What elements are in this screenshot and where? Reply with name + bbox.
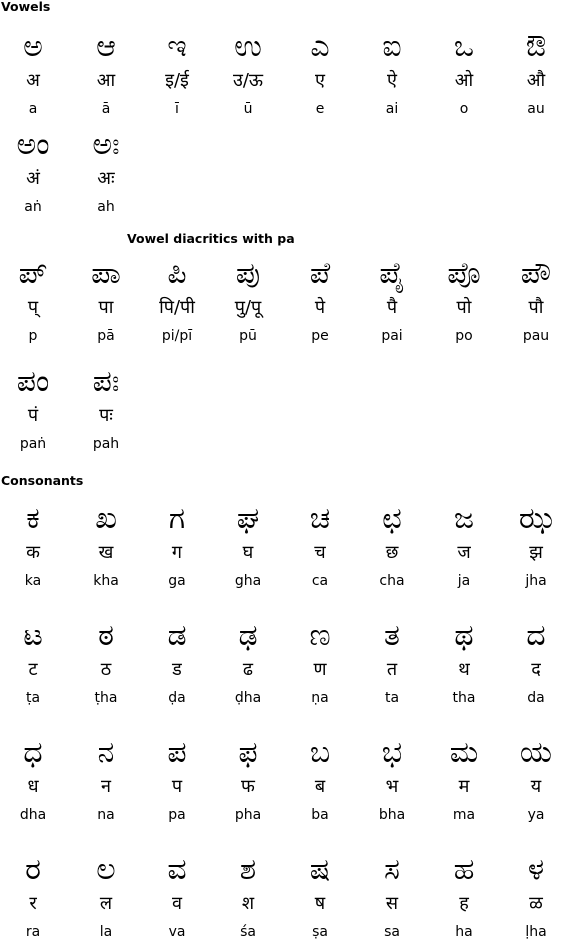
transliteration: pau — [522, 328, 550, 344]
transliteration: la — [99, 924, 113, 940]
devanagari-equivalent: फ — [241, 776, 255, 797]
devanagari-equivalent: ग — [171, 542, 183, 563]
devanagari-equivalent: ज — [457, 542, 471, 563]
transliteration: ā — [101, 101, 111, 117]
transliteration: e — [315, 101, 325, 117]
devanagari-equivalent: य — [530, 776, 542, 797]
devanagari-equivalent: क — [26, 542, 40, 563]
kannada-glyph: ಝ — [518, 501, 554, 536]
transliteration: ṇa — [311, 690, 329, 706]
transliteration: ba — [311, 807, 329, 823]
transliteration: o — [459, 101, 469, 117]
transliteration: gha — [234, 573, 262, 589]
devanagari-equivalent: अं — [26, 168, 40, 189]
kannada-glyph: ಅಃ — [92, 127, 120, 162]
transliteration: ga — [168, 573, 186, 589]
kannada-glyph: ಭ — [381, 735, 403, 770]
kannada-glyph: ಒ — [453, 29, 475, 64]
kannada-glyph: ಠ — [98, 618, 114, 653]
transliteration: ha — [455, 924, 473, 940]
kannada-glyph: ಶ — [239, 852, 257, 887]
kannada-glyph: ಡ — [167, 618, 187, 653]
kannada-glyph: ಫ — [238, 735, 258, 770]
transliteration: tha — [452, 690, 476, 706]
devanagari-equivalent: प् — [27, 297, 39, 318]
transliteration: aṅ — [24, 199, 42, 215]
devanagari-equivalent: प — [171, 776, 183, 797]
kannada-glyph: ಷ — [309, 852, 331, 887]
devanagari-equivalent: व — [171, 893, 182, 914]
transliteration: paṅ — [19, 436, 47, 452]
devanagari-equivalent: र — [29, 893, 37, 914]
devanagari-equivalent: ष — [314, 893, 326, 914]
kannada-glyph: ಚ — [309, 501, 331, 536]
transliteration: ḍha — [234, 690, 262, 706]
transliteration: ka — [24, 573, 42, 589]
devanagari-equivalent: उ/ऊ — [232, 70, 264, 91]
kannada-glyph: ಪೌ — [520, 256, 552, 291]
kannada-glyph: ತ — [384, 618, 400, 653]
transliteration: ḷha — [525, 924, 547, 940]
devanagari-equivalent: पः — [99, 405, 113, 426]
kannada-glyph: ಛ — [382, 501, 402, 536]
transliteration: ra — [25, 924, 41, 940]
transliteration: jha — [525, 573, 547, 589]
devanagari-equivalent: च — [314, 542, 326, 563]
devanagari-equivalent: पे — [314, 297, 326, 318]
kannada-glyph: ದ — [526, 618, 546, 653]
devanagari-equivalent: ख — [98, 542, 114, 563]
devanagari-equivalent: इ/ई — [165, 70, 189, 91]
transliteration: pā — [97, 328, 115, 344]
kannada-glyph: ಔ — [525, 29, 547, 64]
transliteration: ḍa — [168, 690, 186, 706]
transliteration: cha — [379, 573, 405, 589]
kannada-glyph: ಪಃ — [92, 364, 120, 399]
devanagari-equivalent: अ — [26, 70, 40, 91]
transliteration: pe — [311, 328, 329, 344]
section-title: Consonants — [1, 473, 84, 488]
kannada-glyph: ಮ — [449, 735, 479, 770]
transliteration: ca — [311, 573, 329, 589]
kannada-glyph: ಣ — [309, 618, 331, 653]
kannada-glyph: ಎ — [310, 29, 330, 64]
devanagari-equivalent: श — [241, 893, 255, 914]
kannada-glyph: ಅಂ — [16, 127, 50, 162]
transliteration: ta — [384, 690, 400, 706]
kannada-glyph: ಪು — [235, 256, 261, 291]
transliteration: sa — [384, 924, 400, 940]
kannada-glyph: ಉ — [234, 29, 262, 64]
devanagari-equivalent: अः — [97, 168, 115, 189]
transliteration: pai — [381, 328, 403, 344]
devanagari-equivalent: ब — [314, 776, 326, 797]
kannada-glyph: ಖ — [95, 501, 117, 536]
transliteration: ya — [527, 807, 545, 823]
devanagari-equivalent: पौ — [528, 297, 544, 318]
devanagari-equivalent: पु/पू — [234, 297, 262, 318]
kannada-glyph: ಐ — [382, 29, 402, 64]
kannada-glyph: ಲ — [96, 852, 116, 887]
transliteration: bha — [378, 807, 406, 823]
kannada-glyph: ಇ — [167, 29, 187, 64]
transliteration: pah — [92, 436, 120, 452]
kannada-glyph: ಪೆ — [309, 256, 331, 291]
kannada-glyph: ಪೊ — [447, 256, 481, 291]
kannada-glyph: ಳ — [527, 852, 545, 887]
devanagari-equivalent: ह — [459, 893, 469, 914]
devanagari-equivalent: ढ — [242, 659, 254, 680]
kannada-glyph: ಥ — [454, 618, 474, 653]
kannada-glyph: ಪಂ — [16, 364, 50, 399]
kannada-glyph: ಯ — [519, 735, 553, 770]
devanagari-equivalent: आ — [96, 70, 116, 91]
transliteration: śa — [240, 924, 256, 940]
kannada-glyph: ಹ — [453, 852, 475, 887]
devanagari-equivalent: त — [386, 659, 398, 680]
transliteration: p — [28, 328, 38, 344]
transliteration: na — [97, 807, 115, 823]
devanagari-equivalent: द — [531, 659, 541, 680]
transliteration: ṭa — [25, 690, 41, 706]
transliteration: dha — [19, 807, 47, 823]
kannada-glyph: ಧ — [23, 735, 43, 770]
kannada-glyph: ಪೈ — [379, 256, 405, 291]
kannada-glyph: ರ — [25, 852, 41, 887]
transliteration: pū — [239, 328, 257, 344]
transliteration: ṣa — [312, 924, 328, 940]
devanagari-equivalent: ल — [99, 893, 113, 914]
kannada-glyph: ಕ — [26, 501, 40, 536]
kannada-glyph: ಢ — [238, 618, 258, 653]
kannada-glyph: ಆ — [96, 29, 116, 64]
transliteration: ai — [385, 101, 399, 117]
devanagari-equivalent: छ — [385, 542, 399, 563]
transliteration: va — [168, 924, 186, 940]
transliteration: ah — [97, 199, 115, 215]
transliteration: pha — [234, 807, 262, 823]
transliteration: pi/pī — [161, 328, 193, 344]
devanagari-equivalent: ध — [27, 776, 39, 797]
kannada-glyph: ಪಿ — [167, 256, 187, 291]
transliteration: ja — [457, 573, 471, 589]
transliteration: au — [527, 101, 545, 117]
transliteration: ma — [452, 807, 476, 823]
kannada-glyph: ವ — [167, 852, 187, 887]
kannada-glyph: ಪ — [167, 735, 187, 770]
devanagari-equivalent: ओ — [454, 70, 474, 91]
transliteration: ī — [175, 101, 179, 117]
devanagari-equivalent: ण — [313, 659, 327, 680]
devanagari-equivalent: पं — [27, 405, 39, 426]
devanagari-equivalent: पि/पी — [159, 297, 195, 318]
kannada-glyph: ಟ — [23, 618, 43, 653]
kannada-glyph: ಗ — [168, 501, 186, 536]
transliteration: ū — [243, 101, 253, 117]
kannada-glyph: ಘ — [236, 501, 260, 536]
devanagari-equivalent: ळ — [529, 893, 543, 914]
section-title: Vowels — [1, 0, 51, 14]
devanagari-equivalent: झ — [529, 542, 543, 563]
kannada-glyph: ಅ — [23, 29, 43, 64]
kannada-glyph: ಜ — [453, 501, 475, 536]
devanagari-equivalent: पा — [98, 297, 114, 318]
kannada-glyph: ಸ — [384, 852, 400, 887]
section-title: Vowel diacritics with pa — [127, 231, 295, 246]
kannada-glyph: ಬ — [309, 735, 331, 770]
transliteration: kha — [93, 573, 119, 589]
devanagari-equivalent: पै — [386, 297, 398, 318]
devanagari-equivalent: ऐ — [387, 70, 397, 91]
transliteration: a — [28, 101, 38, 117]
devanagari-equivalent: घ — [242, 542, 254, 563]
devanagari-equivalent: स — [385, 893, 399, 914]
devanagari-equivalent: ए — [315, 70, 325, 91]
devanagari-equivalent: म — [458, 776, 470, 797]
kannada-glyph: ಪಾ — [91, 256, 121, 291]
devanagari-equivalent: भ — [385, 776, 399, 797]
devanagari-equivalent: ड — [172, 659, 182, 680]
devanagari-equivalent: ठ — [100, 659, 112, 680]
devanagari-equivalent: थ — [458, 659, 470, 680]
transliteration: da — [527, 690, 545, 706]
devanagari-equivalent: न — [101, 776, 111, 797]
devanagari-equivalent: ट — [28, 659, 38, 680]
transliteration: po — [455, 328, 473, 344]
kannada-glyph: ನ — [97, 735, 115, 770]
transliteration: pa — [168, 807, 186, 823]
kannada-glyph: ಪ್ — [18, 256, 48, 291]
devanagari-equivalent: औ — [526, 70, 546, 91]
devanagari-equivalent: पो — [456, 297, 472, 318]
transliteration: ṭha — [94, 690, 118, 706]
